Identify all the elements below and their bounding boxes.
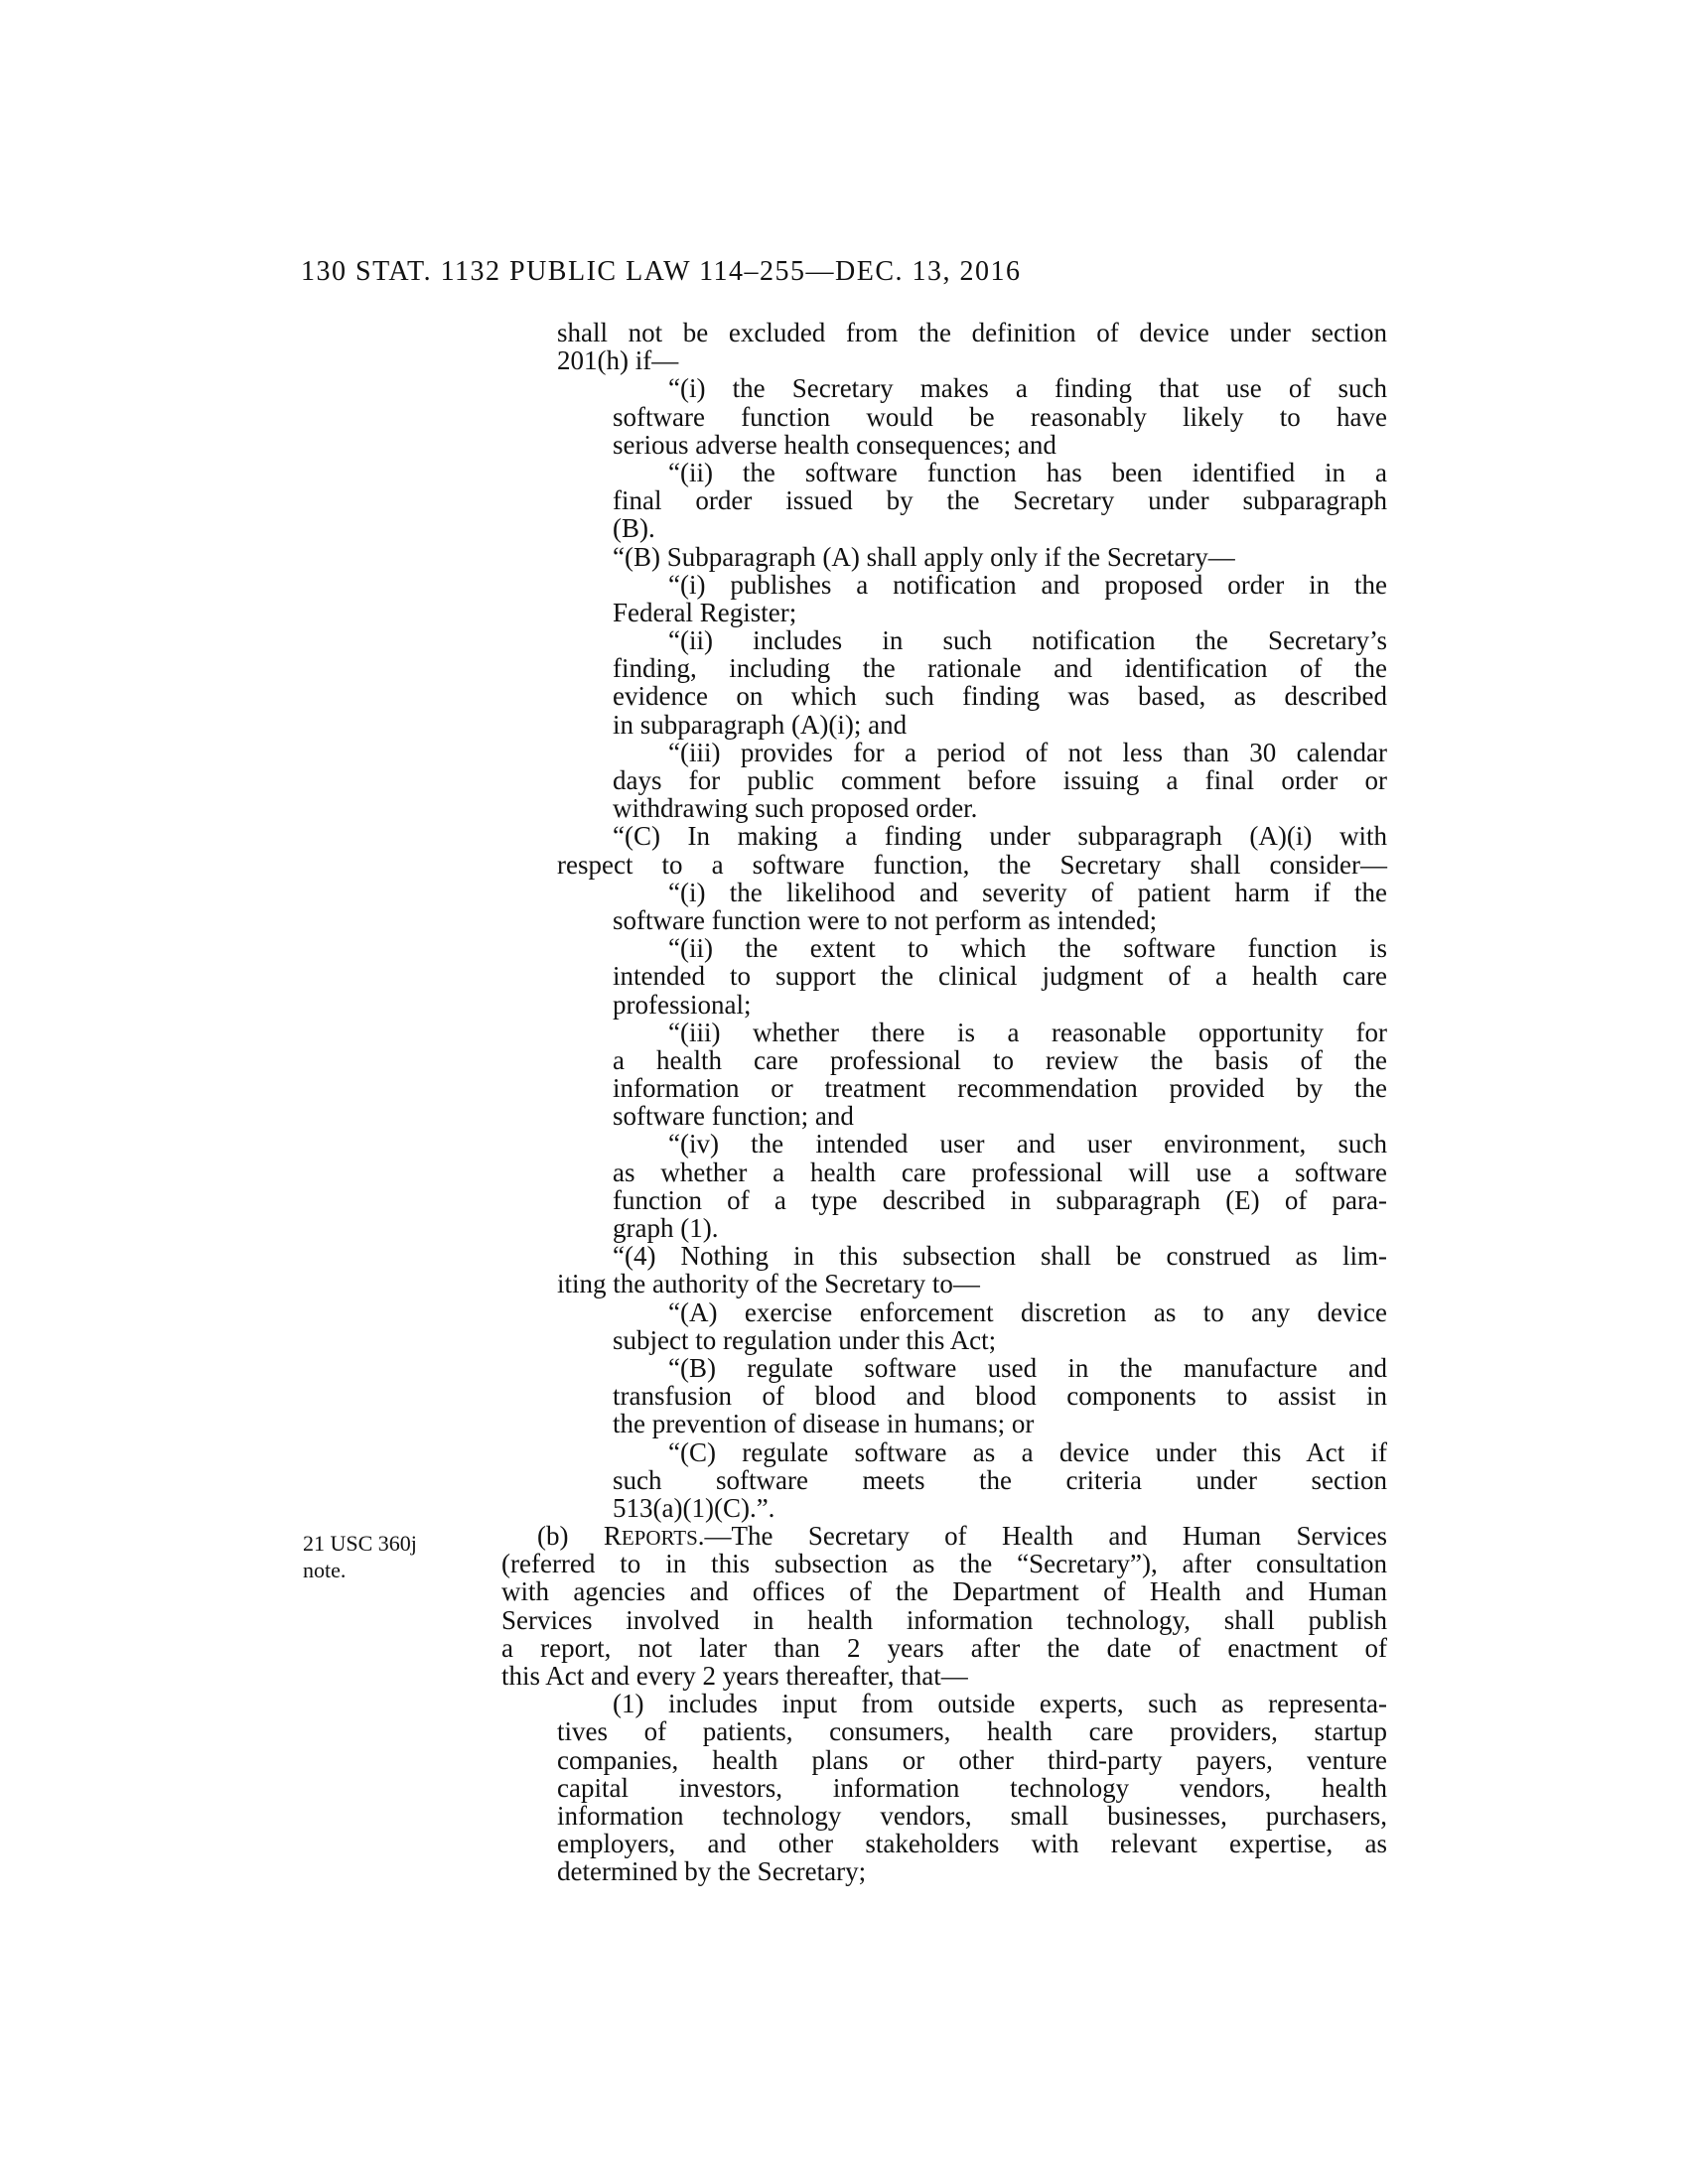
body-line: as whether a health care professional will use a software	[613, 1157, 1387, 1187]
body-line: intended to support the clinical judgment of a health care	[613, 961, 1387, 992]
body-line: employers, and other stakeholders with relevant expertise, as	[557, 1829, 1387, 1859]
body-line: (B).	[613, 513, 655, 544]
body-line: days for public comment before issuing a final order or	[613, 765, 1387, 795]
body-line: companies, health plans or other third-party payers, venture	[557, 1744, 1387, 1775]
body-line: “(i) publishes a notification and proposed order in the	[668, 569, 1387, 600]
body-line: withdrawing such proposed order.	[613, 793, 978, 824]
body-line: information technology vendors, small businesses, purchasers,	[557, 1800, 1387, 1831]
body-line: “(ii) the software function has been identified in a	[668, 457, 1387, 487]
line-text: .—The Secretary of Health and Human Services	[697, 1521, 1387, 1552]
body-line: evidence on which such finding was based, as described	[613, 681, 1387, 712]
body-line: “(B) regulate software used in the manufacture and	[668, 1352, 1387, 1383]
body-line: software function would be reasonably likely to have	[613, 401, 1387, 432]
body-line: this Act and every 2 years thereafter, that—	[501, 1661, 968, 1691]
running-head	[0, 256, 1688, 290]
body-line: “(iv) the intended user and user environment, such	[668, 1129, 1387, 1160]
law-title: PUBLIC LAW 114–255—DEC. 13, 2016	[509, 256, 1022, 287]
body-line: 201(h) if—	[557, 345, 679, 376]
body-line: “(C) In making a finding under subparagraph (A)(i) with	[613, 821, 1387, 852]
body-line: capital investors, information technology vendors, health	[557, 1772, 1387, 1803]
body-line: information or treatment recommendation provided by the	[613, 1073, 1387, 1104]
body-line: tives of patients, consumers, health care providers, startup	[557, 1716, 1387, 1747]
body-line: with agencies and offices of the Department of Health and Human	[501, 1576, 1387, 1607]
body-line: (1) includes input from outside experts, such as representa-	[613, 1689, 1387, 1719]
margin-note-line: note.	[303, 1558, 347, 1582]
body-line: “(i) the Secretary makes a finding that use of such	[668, 373, 1387, 404]
body-line: in subparagraph (A)(i); and	[613, 709, 908, 740]
body-line: respect to a software function, the Secretary shall consider—	[557, 849, 1387, 880]
stat-number: 130 STAT. 1132	[301, 256, 501, 287]
body-line: determined by the Secretary;	[557, 1856, 867, 1887]
body-line: a report, not later than 2 years after the date of enactment of	[501, 1632, 1387, 1663]
body-line: Services involved in health information technology, shall publish	[501, 1604, 1387, 1635]
body-line: 513(a)(1)(C).”.	[613, 1492, 775, 1523]
body-line: “(ii) includes in such notification the Secretary’s	[668, 625, 1387, 656]
body-line: software function were to not perform as intended;	[613, 904, 1158, 935]
body-line: “(B) Subparagraph (A) shall apply only if the Secretary—	[613, 541, 1235, 572]
body-line: final order issued by the Secretary under subparagraph	[613, 485, 1387, 516]
body-line: the prevention of disease in humans; or	[613, 1409, 1035, 1439]
line-text: (b) R	[537, 1521, 622, 1552]
margin-note-line: 21 USC 360j	[303, 1531, 417, 1556]
body-line: “(ii) the extent to which the software function is	[668, 933, 1387, 964]
body-line	[537, 1522, 1387, 1550]
margin-note	[303, 1530, 482, 1583]
body-line: function of a type described in subparagraph (E) of para-	[613, 1184, 1387, 1215]
body-line: software function; and	[613, 1101, 854, 1132]
body-line: iting the authority of the Secretary to—	[557, 1269, 980, 1299]
body-line: “(4) Nothing in this subsection shall be construed as lim-	[613, 1241, 1387, 1272]
body-line: graph (1).	[613, 1213, 719, 1243]
body-line: subject to regulation under this Act;	[613, 1324, 997, 1355]
body-line: “(iii) whether there is a reasonable opportunity for	[668, 1017, 1387, 1047]
body-line: finding, including the rationale and identification of the	[613, 653, 1387, 684]
body-line: (referred to in this subsection as the “Secretary”), after consultation	[501, 1549, 1387, 1579]
body-line: such software meets the criteria under section	[613, 1464, 1387, 1495]
body-line: Federal Register;	[613, 597, 797, 627]
body-line: “(iii) provides for a period of not less than 30 calendar	[668, 737, 1387, 767]
body-line: serious adverse health consequences; and	[613, 429, 1056, 460]
body-line: professional;	[613, 989, 752, 1020]
body-line: “(i) the likelihood and severity of patient harm if the	[668, 877, 1387, 907]
statute-body-text	[501, 319, 1387, 1886]
body-line: “(A) exercise enforcement discretion as to any device	[668, 1297, 1387, 1327]
small-caps-text: EPORTS	[621, 1526, 698, 1551]
body-line: “(C) regulate software as a device under this Act if	[668, 1436, 1387, 1467]
body-line: a health care professional to review the basis of the	[613, 1044, 1387, 1075]
body-line: shall not be excluded from the definition of device under section	[557, 318, 1387, 347]
body-line: transfusion of blood and blood components to assist in	[613, 1381, 1387, 1412]
